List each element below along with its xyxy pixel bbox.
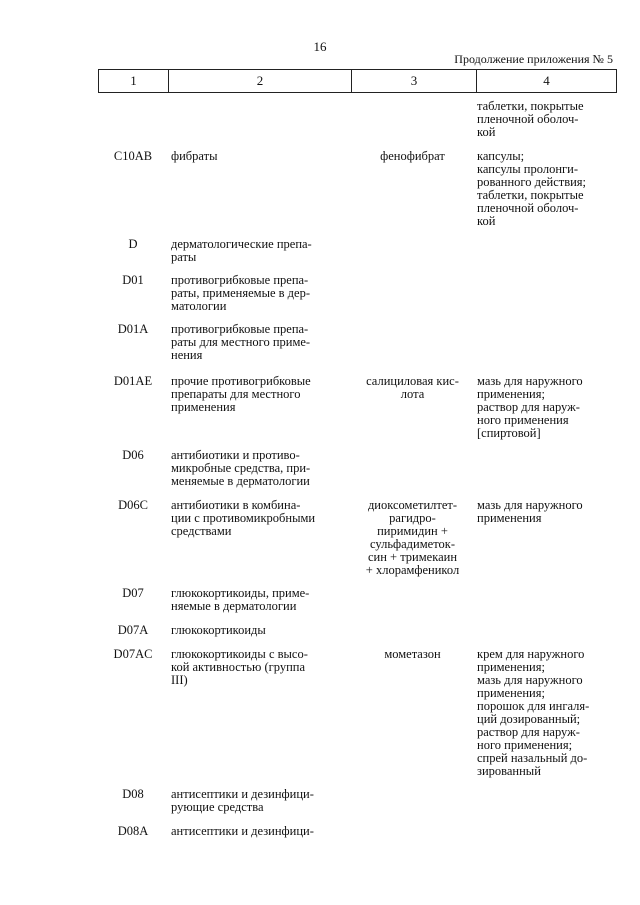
row-group: глюкокортикоиды, приме- няемые в дерматологии	[171, 586, 310, 613]
row-group: глюкокортикоиды с высо- кой активностью (группа III)	[171, 647, 308, 687]
row-drug: салициловая кис- лота	[366, 374, 459, 401]
column-header-table	[98, 69, 617, 93]
row-code: D06C	[118, 498, 148, 512]
row-group: антисептики и дезинфици-	[171, 824, 314, 838]
row-drug: фенофибрат	[380, 149, 445, 163]
row-code: D07AC	[113, 647, 153, 661]
column-header-3: 3	[352, 70, 477, 93]
row-group: антибиотики и противо- микробные средства, при- меняемые в дерматологии	[171, 448, 311, 488]
row-code: D07	[122, 586, 144, 600]
row-code: D08A	[117, 824, 149, 838]
row-form: крем для наружного применения; мазь для наружного применения; порошок для ингаля- ций дозированный; раствор для наруж- ного применения; спрей назальный до- зированный	[477, 647, 590, 778]
column-header-2: 2	[169, 70, 352, 93]
row-group: глюкокортикоиды	[171, 623, 266, 637]
row-code: D	[128, 237, 138, 251]
row-code: D01	[122, 273, 144, 287]
row-drug: мометазон	[384, 647, 441, 661]
row-code: D01AE	[113, 374, 153, 388]
row-group: дерматологические препа- раты	[171, 237, 312, 264]
row-code: C10AB	[113, 149, 153, 163]
row-code: D08	[122, 787, 144, 801]
row-group: противогрибковые препа- раты, применяемые в дер- матологии	[171, 273, 310, 313]
page-number: 16	[313, 39, 327, 54]
row-group: фибраты	[171, 149, 218, 163]
row-group: прочие противогрибковые препараты для местного применения	[171, 374, 311, 414]
column-header-row	[99, 70, 617, 93]
row-code: D07A	[117, 623, 149, 637]
row-form: капсулы; капсулы пролонги- рованного действия; таблетки, покрытые пленочной оболоч- кой	[477, 149, 587, 228]
row-group: противогрибковые препа- раты для местного приме- нения	[171, 322, 311, 362]
row-code: D06	[122, 448, 144, 462]
row-form: мазь для наружного применения; раствор для наруж- ного применения [спиртовой]	[477, 374, 583, 440]
row-group: антисептики и дезинфици- рующие средства	[171, 787, 314, 814]
row-form: таблетки, покрытые пленочной оболоч- кой	[477, 99, 584, 139]
column-header-4: 4	[477, 70, 617, 93]
row-drug: диоксометилтет- рагидро- пиримидин + сульфадиметок- син + тримекаин + хлорамфеникол	[365, 498, 460, 577]
row-form: мазь для наружного применения	[477, 498, 583, 525]
continuation-note: Продолжение приложения № 5	[454, 52, 613, 66]
column-header-1: 1	[99, 70, 169, 93]
row-group: антибиотики в комбина- ции с противомикробными средствами	[171, 498, 316, 538]
row-code: D01A	[117, 322, 149, 336]
